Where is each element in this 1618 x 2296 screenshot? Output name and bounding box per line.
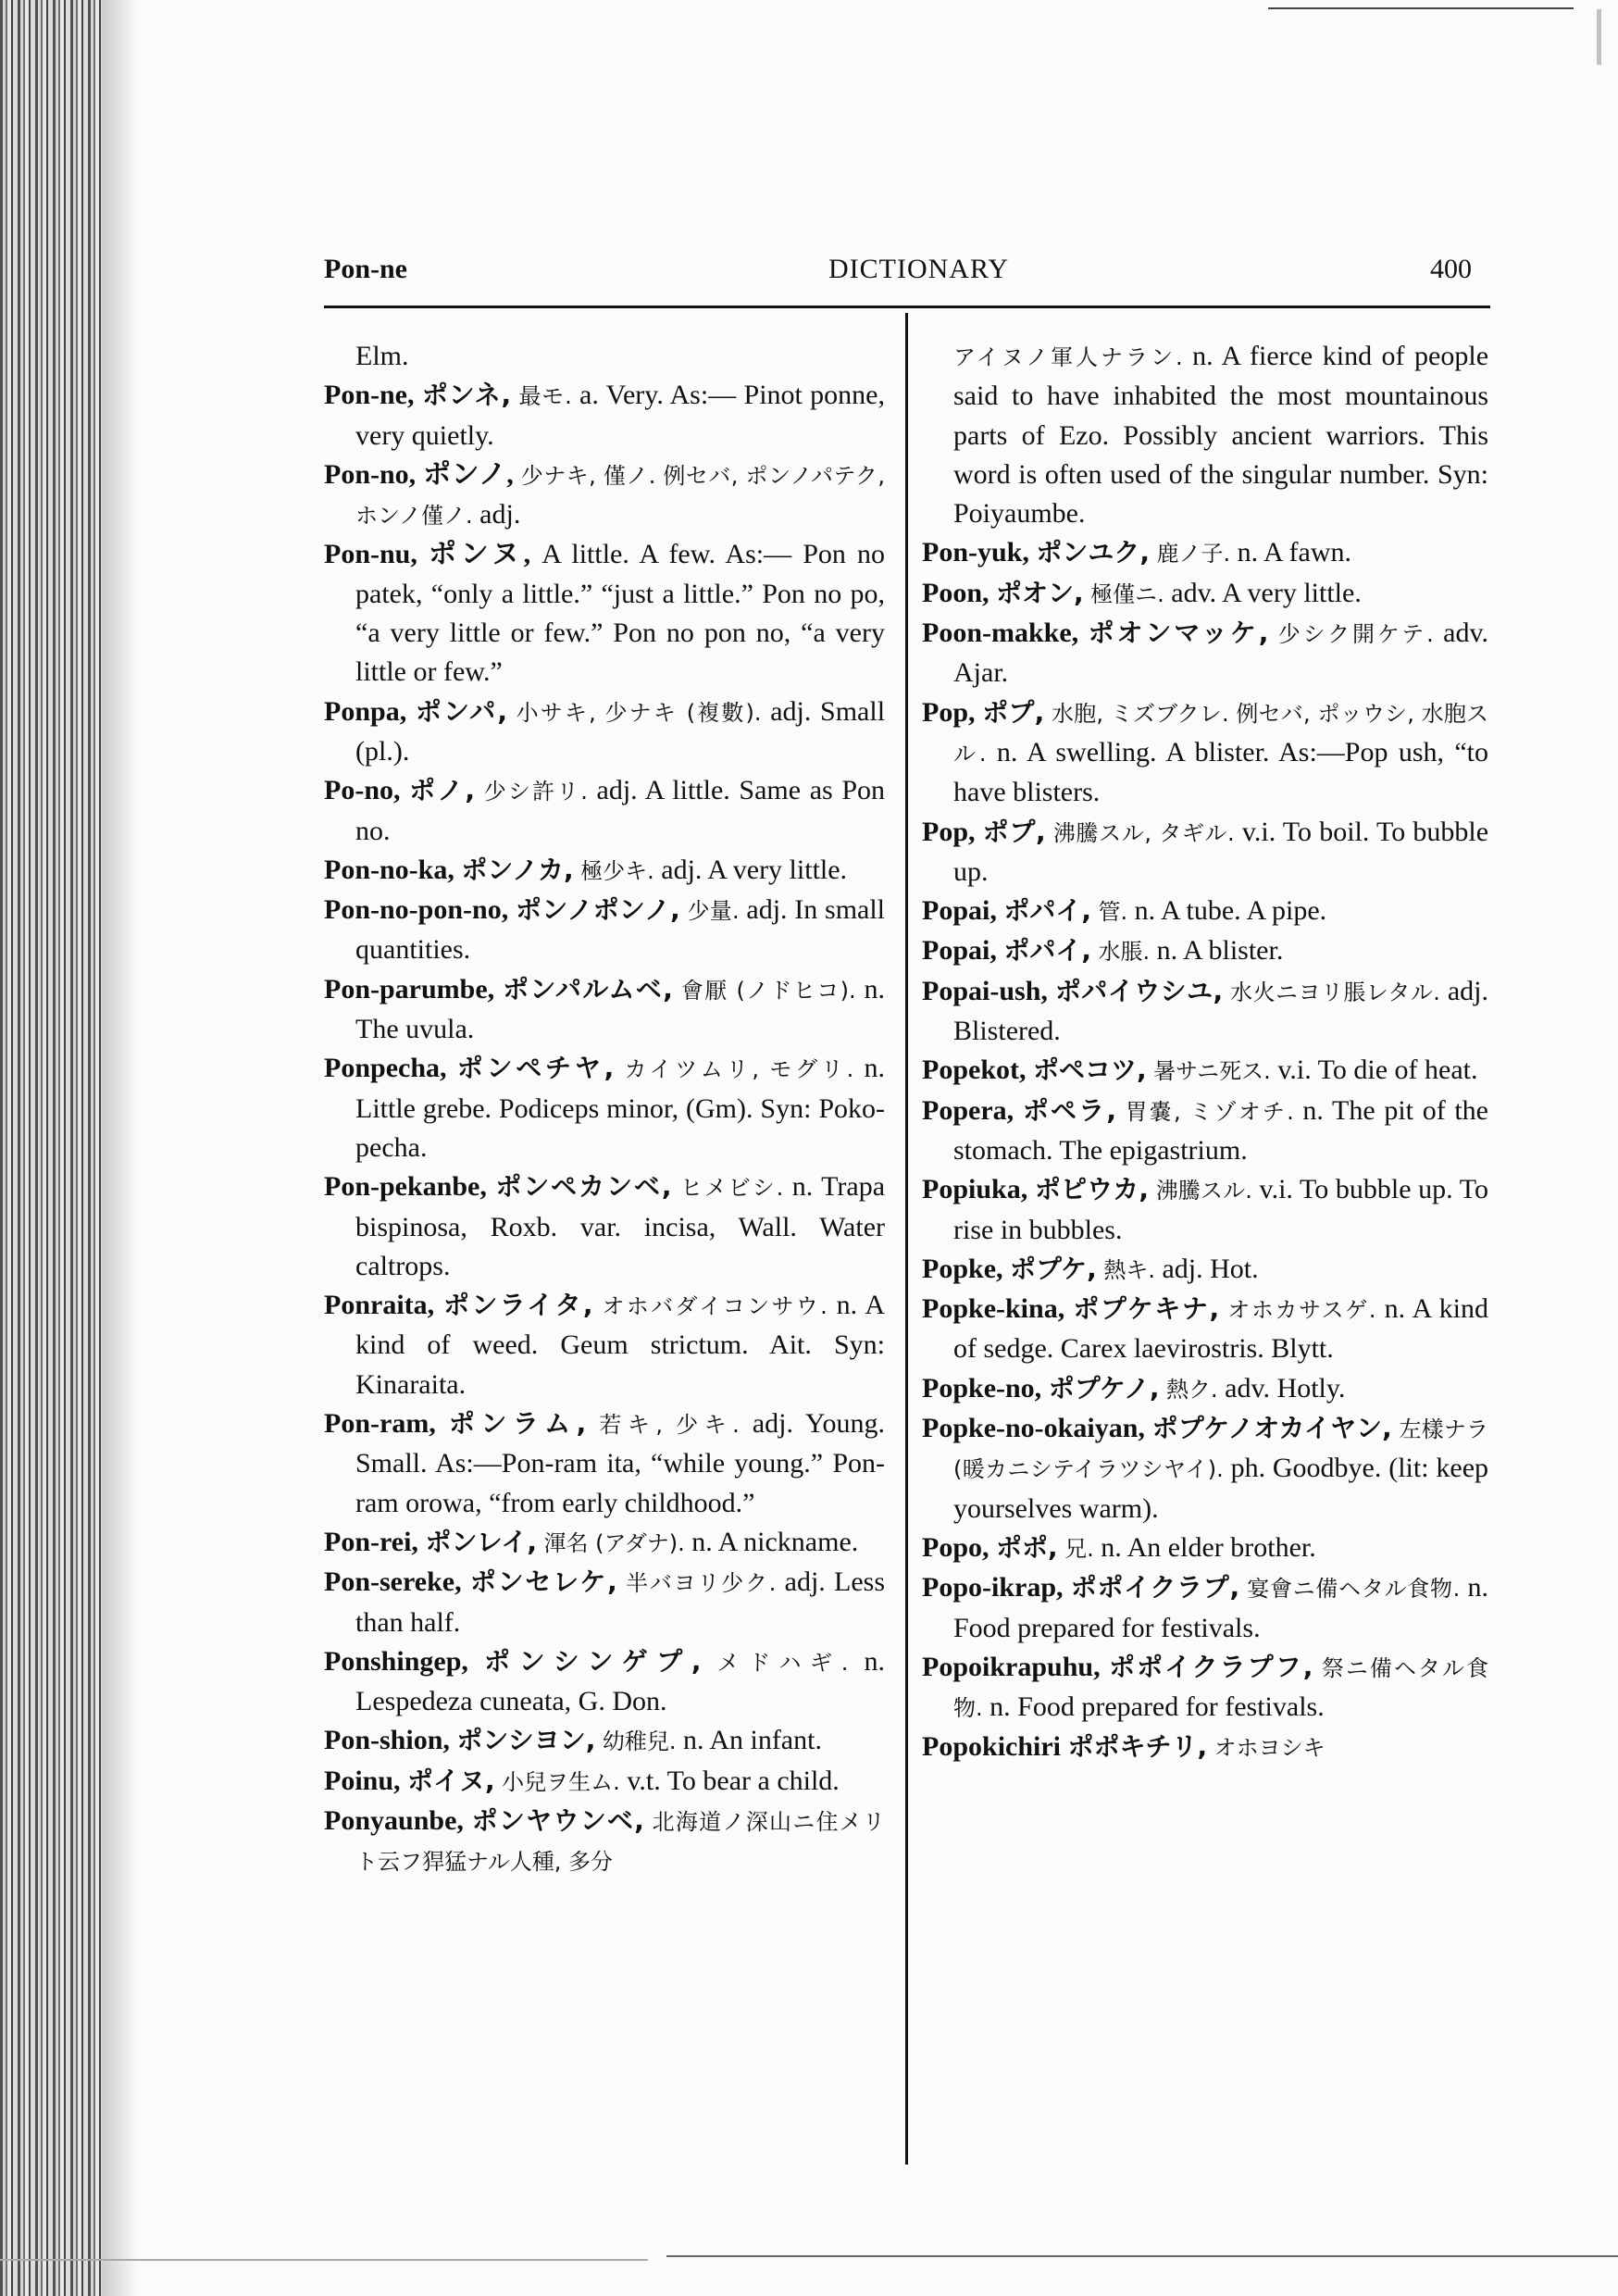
japanese-gloss: 最モ. <box>518 383 572 410</box>
kana-form: ポイヌ, <box>407 1765 495 1796</box>
dictionary-entry <box>324 1404 885 1523</box>
dictionary-entry <box>922 1092 1488 1171</box>
japanese-gloss: オホヨシキ <box>1214 1735 1326 1762</box>
english-definition: n. A fierce kind of people said to have inhabited the most mountainous parts of Ezo. Possibly ancient warriors. This word is often used of the singular number. Syn: Poiyaumbe. <box>953 341 1489 530</box>
scan-artifact-speck <box>1597 9 1601 65</box>
english-definition: adj. A very little. <box>661 854 848 885</box>
kana-form: ポオン, <box>996 577 1084 608</box>
kana-form: ポペラ, <box>1022 1094 1116 1126</box>
kana-form: ポンネ, <box>421 380 512 411</box>
japanese-gloss: 兄. <box>1064 1535 1094 1562</box>
english-definition: n. A tube. A pipe. <box>1134 895 1327 927</box>
english-definition: n. The pit of the stomach. The epigastrium. <box>953 1094 1488 1166</box>
dictionary-entry <box>922 1728 1488 1767</box>
kana-form: ポプ, <box>982 816 1046 847</box>
column-divider <box>905 313 908 2165</box>
dictionary-entry <box>324 970 885 1050</box>
english-definition: n. An elder brother. <box>1101 1531 1316 1563</box>
japanese-gloss: 少シ許リ. <box>483 779 588 805</box>
english-definition: adj. A little. Same as Pon no. <box>355 775 886 846</box>
dictionary-entry <box>922 931 1488 971</box>
headword: Pop, <box>922 816 976 847</box>
kana-form: ポプケノ, <box>1048 1372 1160 1404</box>
dictionary-entry <box>922 1290 1488 1369</box>
dictionary-entry <box>922 1051 1488 1091</box>
headword: Popke-kina, <box>922 1293 1065 1325</box>
kana-form: ポノ, <box>409 775 476 806</box>
english-definition: n. An infant. <box>682 1725 822 1756</box>
japanese-gloss: 水火ニヨリ脹レタル. <box>1230 979 1440 1005</box>
headword: Pon-parumbe, <box>324 973 495 1004</box>
kana-form: ポンノポンノ, <box>515 894 680 926</box>
headword: Po-no, <box>324 775 401 806</box>
dictionary-entry <box>324 1049 885 1167</box>
english-definition: n. Little grebe. Podiceps minor, (Gm). Syn: Poko-pecha. <box>355 1053 886 1163</box>
dictionary-entry <box>324 891 885 970</box>
kana-form: ポポイクラプ, <box>1070 1572 1240 1603</box>
english-definition: n. Food prepared for festivals. <box>989 1691 1325 1723</box>
japanese-gloss: 水胞, ミズブクレ. 例セバ, ポッウシ, 水胞スル. <box>953 700 1489 767</box>
english-definition: n. A kind of sedge. Carex laevirostris. Blytt. <box>953 1293 1489 1365</box>
headword: Popera, <box>922 1094 1014 1126</box>
headword: Pon-rei, <box>324 1526 418 1557</box>
japanese-gloss: 暑サニ死ス. <box>1153 1058 1271 1085</box>
japanese-gloss: カイツムリ, モグリ. <box>624 1056 854 1083</box>
japanese-gloss: 胃嚢, ミゾオチ. <box>1125 1098 1294 1125</box>
dictionary-entry <box>324 535 885 692</box>
japanese-gloss: メドハギ. <box>716 1649 849 1676</box>
dictionary-entry <box>922 1170 1488 1250</box>
page-title: DICTIONARY <box>828 254 1009 284</box>
headword: Poinu, <box>324 1765 401 1796</box>
english-definition: ph. Goodbye. (lit: keep yourselves warm). <box>953 1453 1489 1524</box>
headword: Poon, <box>922 577 989 608</box>
kana-form: ポンシンゲプ, <box>484 1645 702 1677</box>
dictionary-entry <box>324 376 885 455</box>
headword: Popo, <box>922 1531 989 1563</box>
headword: Pon-no, ポンノ, <box>324 458 514 490</box>
kana-form: ポンヤウンベ, <box>471 1804 644 1836</box>
japanese-gloss: 祭ニ備ヘタル食物. <box>953 1654 1489 1722</box>
headword: Popke-no-okaiyan, <box>922 1413 1145 1444</box>
dictionary-entry <box>324 1286 885 1404</box>
japanese-gloss: 左樣ナラ(暖カニシテイラツシヤイ). <box>953 1416 1489 1483</box>
headword: Popai, <box>922 895 997 927</box>
dictionary-entry <box>324 1167 885 1286</box>
english-definition: adj. <box>479 499 521 530</box>
dictionary-entry <box>324 851 885 891</box>
japanese-gloss: 極少キ. <box>580 857 654 884</box>
japanese-gloss: 北海道ノ深山ニ住メリト云フ猂猛ナル人種, 多分 <box>355 1808 886 1876</box>
japanese-gloss: 水脹. <box>1098 939 1151 966</box>
scan-artifact-line <box>666 2255 1618 2257</box>
english-definition: n. A blister. <box>1156 935 1284 967</box>
kana-form: ポオンマッケ, <box>1088 618 1269 649</box>
headword: Ponyaunbe, <box>324 1804 464 1836</box>
headword: Poon-makke, <box>922 618 1079 649</box>
dictionary-entry <box>922 1409 1488 1529</box>
kana-form: ポペコツ, <box>1033 1054 1147 1086</box>
kana-form: ポンペカンベ, <box>495 1171 672 1203</box>
dictionary-entry <box>324 771 885 851</box>
headword: Popke-no, <box>922 1372 1042 1404</box>
scan-artifact-line <box>1268 7 1574 9</box>
kana-form: ポンシヨン, <box>456 1725 596 1756</box>
dictionary-entry <box>324 337 885 376</box>
english-definition: adv. Ajar. <box>953 618 1489 689</box>
kana-form: ポンパ, <box>415 695 507 727</box>
dictionary-entry <box>922 1568 1488 1648</box>
japanese-gloss: 熱キ. <box>1103 1256 1155 1283</box>
dictionary-entry <box>922 1369 1488 1409</box>
dictionary-entry <box>324 1563 885 1642</box>
japanese-gloss: 管. <box>1098 899 1128 926</box>
dictionary-entry <box>922 892 1488 931</box>
japanese-gloss: 小サキ, 少ナキ (複數). <box>516 699 762 726</box>
dictionary-entry <box>922 693 1488 813</box>
left-column <box>324 337 885 1882</box>
japanese-gloss: 少量. <box>687 898 740 925</box>
japanese-gloss: 沸騰スル, タギル. <box>1052 819 1235 846</box>
dictionary-entry <box>324 1802 885 1882</box>
japanese-gloss: 半バヨリ少ク. <box>626 1570 777 1597</box>
dictionary-entry <box>922 337 1488 533</box>
kana-form: ポンラム, <box>448 1408 587 1440</box>
kana-form: ポポ, <box>996 1531 1058 1563</box>
headword: Pon-sereke, <box>324 1566 462 1598</box>
headword: Pon-pekanbe, <box>324 1171 487 1203</box>
headword: Ponpecha, <box>324 1053 447 1084</box>
headword: Ponshingep, <box>324 1645 468 1677</box>
kana-form: ポプケ, <box>1010 1253 1097 1284</box>
dictionary-entry <box>922 533 1488 573</box>
kana-form: ポプ, <box>982 696 1045 728</box>
kana-form: ポプケキナ, <box>1073 1293 1220 1325</box>
japanese-gloss: 沸騰スル. <box>1155 1178 1252 1204</box>
japanese-gloss: 渾名 (アダナ). <box>543 1529 685 1556</box>
page-number: 400 <box>1430 254 1472 284</box>
kana-form: ポパイ, <box>1003 895 1091 927</box>
english-definition: adj. Blistered. <box>953 975 1489 1047</box>
kana-form: ポンセレケ, <box>469 1566 617 1598</box>
header-rule <box>324 306 1490 308</box>
dictionary-entry <box>324 1642 885 1722</box>
kana-form: ポパイ, <box>1003 935 1091 967</box>
kana-form: ポンペチヤ, <box>456 1053 615 1084</box>
dictionary-entry <box>922 1648 1488 1728</box>
kana-form: ポンパルムベ, <box>503 973 673 1004</box>
dictionary-entry <box>324 1523 885 1563</box>
kana-form: ポンノカ, <box>461 854 574 885</box>
japanese-gloss: 鹿ノ子. <box>1156 541 1231 568</box>
japanese-gloss: 小兒ヲ生ム. <box>502 1768 620 1795</box>
english-definition: n. A fawn. <box>1237 537 1351 568</box>
english-definition: v.i. To die of heat. <box>1277 1054 1478 1086</box>
dictionary-entry <box>324 455 885 536</box>
kana-form: ポピウカ, <box>1034 1174 1150 1205</box>
english-definition: a. Very. As:— Pinot ponne, very quietly. <box>355 380 885 451</box>
kana-form: ポポイクラプフ, <box>1109 1651 1313 1682</box>
headword: Popoikrapuhu, <box>922 1651 1101 1682</box>
english-definition: n. Trapa bispinosa, Roxb. var. incisa, Wall. Water caltrops. <box>355 1171 886 1281</box>
kana-form: ポンライタ, <box>443 1290 593 1321</box>
japanese-gloss: 少ナキ, 僅ノ. 例セバ, ポンノパテク, ホンノ僅ノ. <box>355 462 885 530</box>
japanese-gloss: ヒメビシ. <box>679 1175 784 1202</box>
english-definition: adj. Young. Small. As:—Pon-ram ita, “while young.” Pon-ram orowa, “from early childhood.” <box>355 1408 886 1518</box>
english-definition: v.i. To boil. To bubble up. <box>953 816 1489 887</box>
japanese-gloss: オホバダイコンサウ. <box>602 1293 828 1320</box>
dictionary-entry <box>324 1721 885 1761</box>
dictionary-entry <box>324 693 885 772</box>
kana-form: ポンレイ, <box>425 1526 537 1557</box>
scan-shadow <box>102 0 139 2296</box>
english-definition: adv. Hotly. <box>1225 1372 1346 1404</box>
kana-form: ポンユク, <box>1036 537 1151 568</box>
dictionary-entry <box>922 1250 1488 1290</box>
dictionary-entry <box>922 813 1488 892</box>
headword: Pon-yuk, <box>922 537 1029 568</box>
english-definition: adj. Hot. <box>1162 1253 1259 1284</box>
english-definition: n. A nickname. <box>691 1526 859 1557</box>
english-definition: n. A kind of weed. Geum strictum. Ait. Syn: Kinaraita. <box>355 1290 886 1400</box>
headword: Pon-ne, <box>324 380 415 411</box>
headword: Pop, <box>922 696 976 728</box>
japanese-gloss: 宴會ニ備ヘタル食物. <box>1247 1576 1461 1603</box>
japanese-gloss: 極僅ニ. <box>1090 580 1164 607</box>
headword: Popo-ikrap, <box>922 1572 1064 1603</box>
headword: Popekot, <box>922 1054 1027 1086</box>
guide-word: Pon-ne <box>324 254 407 284</box>
english-definition: n. Food prepared for festivals. <box>953 1572 1489 1643</box>
japanese-gloss: 熱ク. <box>1166 1376 1218 1403</box>
page-header <box>324 254 1472 300</box>
dictionary-entry <box>922 614 1488 693</box>
english-definition: n. Lespedeza cuneata, G. Don. <box>355 1645 886 1717</box>
scan-artifact-line <box>0 2259 648 2261</box>
english-definition: v.i. To bubble up. To rise in bubbles. <box>953 1174 1488 1245</box>
headword: Pon-ram, <box>324 1408 436 1440</box>
kana-form: ポポキチリ, <box>1067 1731 1208 1763</box>
dictionary-entry <box>922 1529 1488 1568</box>
headword: Popokichiri <box>922 1731 1062 1763</box>
english-definition: adj. Less than half. <box>355 1566 886 1638</box>
english-definition: n. The uvula. <box>355 973 886 1045</box>
headword: Pon-no-ka, <box>324 854 454 885</box>
dictionary-entry <box>922 972 1488 1052</box>
dictionary-entry <box>324 1762 885 1802</box>
headword: Ponpa, <box>324 695 407 727</box>
english-definition: v.t. To bear a child. <box>627 1765 840 1796</box>
headword: Pon-nu, ポンヌ, <box>324 539 531 570</box>
english-definition: adj. In small quantities. <box>355 894 886 966</box>
headword: Pon-no-pon-no, <box>324 894 509 926</box>
english-definition: Elm. <box>355 341 409 371</box>
headword: Popai, <box>922 935 997 967</box>
kana-form: ポプケノオカイヤン, <box>1151 1413 1392 1444</box>
japanese-gloss: 會厭 (ノドヒコ). <box>680 977 856 1004</box>
english-definition: adj. Small (pl.). <box>355 695 886 767</box>
japanese-gloss: 幼稚兒. <box>602 1728 677 1755</box>
headword: Popai-ush, <box>922 975 1048 1006</box>
headword: Pon-shion, <box>324 1725 450 1756</box>
japanese-gloss: オホカサスゲ. <box>1227 1297 1376 1324</box>
dictionary-entry <box>922 574 1488 614</box>
headword: Popiuka, <box>922 1174 1028 1205</box>
japanese-gloss: アイヌノ軍人ナラン. <box>953 344 1183 370</box>
japanese-gloss: 若キ, 少キ. <box>599 1412 740 1439</box>
headword: Ponraita, <box>324 1290 435 1321</box>
right-column <box>922 337 1488 1768</box>
japanese-gloss: 少シク開ケテ. <box>1277 621 1434 648</box>
scan-binding-edge <box>0 0 102 2296</box>
kana-form: ポパイウシユ, <box>1054 975 1224 1006</box>
headword: Popke, <box>922 1253 1003 1284</box>
english-definition: n. A swelling. A blister. As:—Pop ush, “to have blisters. <box>953 736 1489 808</box>
english-definition: A little. A few. As:— Pon no patek, “only a little.” “just a little.” Pon no po, “a very little or few.” Pon no pon no, “a very little or few.” <box>355 539 886 688</box>
english-definition: adv. A very little. <box>1171 577 1362 608</box>
